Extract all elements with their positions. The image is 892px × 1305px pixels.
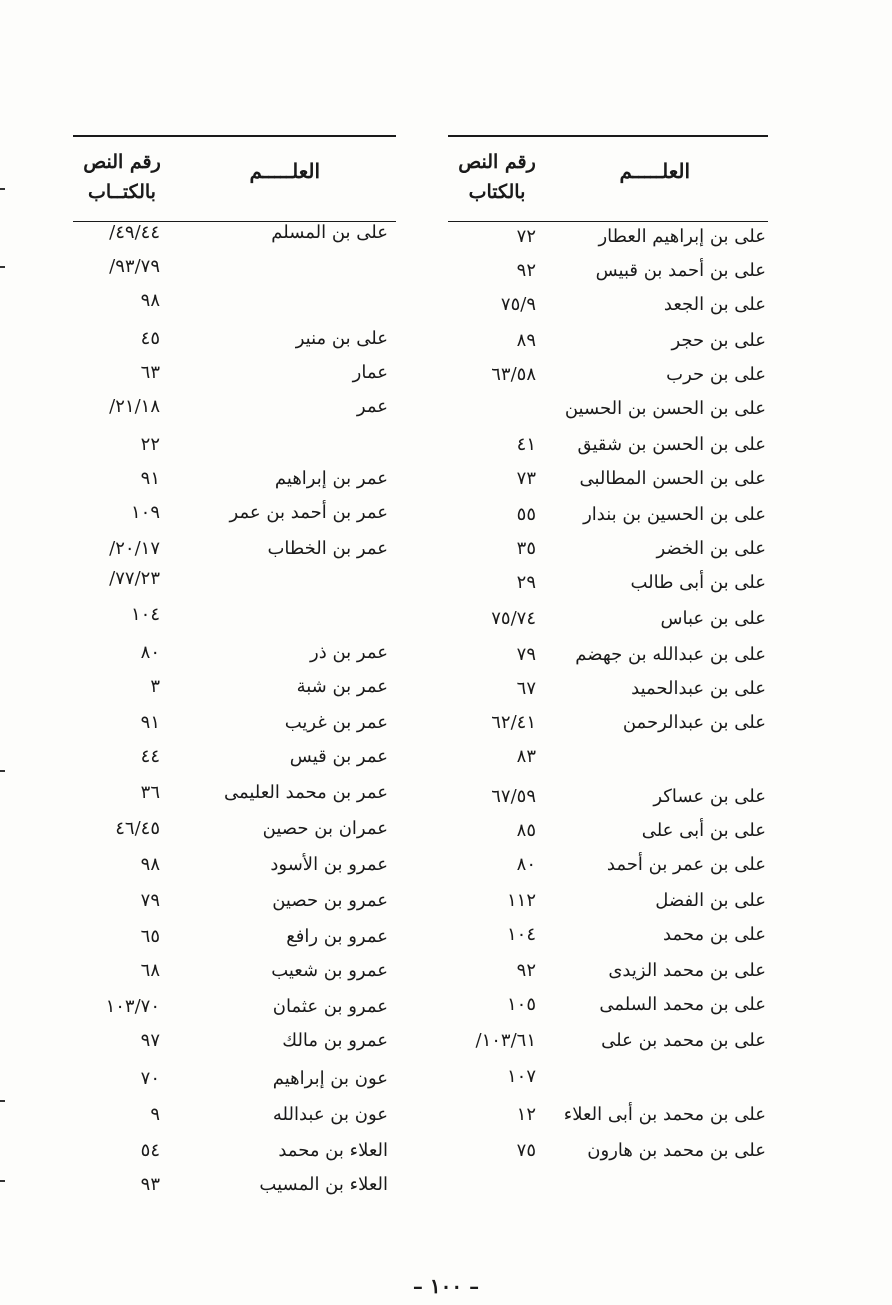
index-entry <box>448 960 768 994</box>
entry-text-number: ٤٥ <box>140 328 160 349</box>
entry-text-number: ١٠٤ <box>130 604 160 625</box>
index-entry <box>448 572 768 606</box>
entry-text-number: ٩ <box>150 1104 160 1125</box>
header-number-line2: بالكتــاب <box>88 181 156 203</box>
entry-text-number: ٨٥ <box>516 820 536 841</box>
entry-name: عمران بن حصين <box>262 818 388 839</box>
index-entry <box>73 746 396 780</box>
entry-name: عمر بن ذر <box>310 642 388 663</box>
entry-name: على بن أبى على <box>641 820 766 841</box>
index-entry <box>73 1140 396 1174</box>
entry-text-number: ٥٥ <box>516 504 536 525</box>
entry-name: عمر بن إبراهيم <box>274 468 388 489</box>
header-number-label <box>454 147 540 207</box>
entry-name: عون بن عبدالله <box>272 1104 388 1125</box>
margin-mark <box>0 266 5 268</box>
header-rule <box>448 221 768 222</box>
entry-text-number: ٧٥ <box>516 1140 536 1161</box>
entry-name: على بن الحسن المطالبى <box>579 468 766 489</box>
entry-text-number: ٩٢ <box>516 260 536 281</box>
index-entry <box>73 782 396 816</box>
index-entry <box>73 1174 396 1208</box>
entry-text-number: ٦٣ <box>140 362 160 383</box>
entry-text-number: ٧٥/٩ <box>500 294 536 315</box>
entry-text-number: ٩١ <box>140 468 160 489</box>
index-entry <box>448 1140 768 1174</box>
entry-name: على بن أبى طالب <box>630 572 766 593</box>
index-entry <box>448 1104 768 1138</box>
index-entry <box>448 608 768 642</box>
entry-name: عمر بن قيس <box>289 746 388 767</box>
entry-name: على بن الجعد <box>663 294 766 315</box>
entry-name: عمرو بن شعيب <box>271 960 388 981</box>
index-entry <box>448 854 768 888</box>
entry-text-number: ١٠٧ <box>506 1066 536 1087</box>
entry-text-number: ٩٨ <box>140 854 160 875</box>
entry-name: عمر بن شبة <box>296 676 388 697</box>
entry-name: على بن أحمد بن قبيس <box>595 260 766 281</box>
index-entry <box>448 468 768 502</box>
entry-text-number: ٦٣/٥٨ <box>491 364 536 385</box>
index-entry <box>73 568 396 602</box>
entry-name: عمرو بن الأسود <box>270 854 388 875</box>
entry-name: على بن حرب <box>666 364 766 385</box>
entry-name: على بن حجر <box>671 330 766 351</box>
entry-text-number: ٤٦/٤٥ <box>115 818 160 839</box>
entry-text-number: ١٠٥ <box>506 994 536 1015</box>
entry-text-number: ١٢ <box>516 1104 536 1125</box>
entry-name: على بن عباس <box>660 608 766 629</box>
entry-text-number: ٣٦ <box>140 782 160 803</box>
entry-name: على بن الحسن بن الحسين <box>564 398 766 419</box>
index-entry <box>73 502 396 536</box>
entry-name: على بن محمد السلمى <box>599 994 766 1015</box>
index-entry <box>73 222 396 256</box>
header-number-line1: رقم النص <box>458 151 536 173</box>
entry-name: عمرو بن مالك <box>282 1030 388 1051</box>
index-entry <box>448 398 768 432</box>
header-name-label: العلـــــم <box>249 159 320 183</box>
entry-text-number: ٤١ <box>516 434 536 455</box>
entry-name: على بن عبدالله بن جهضم <box>575 644 766 665</box>
entry-text-number: ٤٩/٤٤/ <box>109 222 160 243</box>
index-entry <box>73 604 396 638</box>
index-entry <box>73 396 396 430</box>
index-entry <box>448 712 768 746</box>
index-entry <box>448 678 768 712</box>
index-entry <box>73 328 396 362</box>
index-entry <box>73 468 396 502</box>
entry-name: عمر بن أحمد بن عمر <box>229 502 388 523</box>
entry-name: عمرو بن حصين <box>272 890 388 911</box>
entry-name: عمرو بن عثمان <box>272 996 388 1017</box>
entry-name: على بن عمر بن أحمد <box>606 854 766 875</box>
entry-text-number: ٢٢ <box>140 434 160 455</box>
entry-text-number: ٦٥ <box>140 926 160 947</box>
index-entry <box>73 256 396 290</box>
index-entry <box>73 362 396 396</box>
entry-text-number: ٩٢ <box>516 960 536 981</box>
index-entry <box>448 330 768 364</box>
index-entry <box>448 434 768 468</box>
index-entry <box>73 538 396 572</box>
index-entry <box>73 712 396 746</box>
entry-name: عمر بن الخطاب <box>267 538 388 559</box>
entry-name: على بن محمد بن أبى العلاء <box>563 1104 766 1125</box>
header-number-line2: بالكتاب <box>468 181 526 203</box>
entry-text-number: ٧٠ <box>140 1068 160 1089</box>
index-entry <box>448 226 768 260</box>
entry-text-number: ٨٣ <box>516 746 536 767</box>
entry-text-number: ١٠٣/٧٠ <box>105 996 160 1017</box>
entry-text-number: ٨٠ <box>516 854 536 875</box>
entry-text-number: ٦٨ <box>140 960 160 981</box>
margin-mark <box>0 188 5 190</box>
header-name-label: العلـــــم <box>619 159 690 183</box>
entry-name: على بن عساكر <box>653 786 766 807</box>
entry-name: على بن الحسين بن بندار <box>583 504 766 525</box>
entry-text-number: ٧٢ <box>516 226 536 247</box>
entry-text-number: ١٠٣/٦١/ <box>475 1030 536 1051</box>
entry-text-number: ١٠٩ <box>130 502 160 523</box>
entry-name: على بن عبدالحميد <box>631 678 766 699</box>
entry-text-number: ٢٩ <box>516 572 536 593</box>
index-entry <box>73 434 396 468</box>
margin-mark <box>0 1180 5 1182</box>
entry-name: عمار <box>352 362 388 383</box>
index-entry <box>73 642 396 676</box>
entry-text-number: ٦٢/٤١ <box>491 712 536 733</box>
entry-text-number: ١١٢ <box>506 890 536 911</box>
entry-name: العلاء بن محمد <box>278 1140 388 1161</box>
entry-text-number: ٩٧ <box>140 1030 160 1051</box>
entry-name: على بن الحسن بن شقيق <box>577 434 766 455</box>
entry-text-number: ٩٣/٧٩/ <box>109 256 160 277</box>
index-entry <box>73 996 396 1030</box>
entry-name: عمرو بن رافع <box>286 926 388 947</box>
entry-text-number: ٨٩ <box>516 330 536 351</box>
entry-name: على بن الفضل <box>655 890 766 911</box>
margin-mark <box>0 770 5 772</box>
entry-text-number: ٧٩ <box>516 644 536 665</box>
index-entry <box>73 960 396 994</box>
index-entry <box>448 1066 768 1100</box>
entry-text-number: ٧٧/٢٣/ <box>109 568 160 589</box>
entry-name: عون بن إبراهيم <box>272 1068 388 1089</box>
entry-text-number: ٥٤ <box>140 1140 160 1161</box>
index-entry <box>73 890 396 924</box>
entry-name: على بن الخضر <box>656 538 766 559</box>
index-column-left <box>73 135 396 1195</box>
entry-text-number: ٤٤ <box>140 746 160 767</box>
entry-name: على بن عبدالرحمن <box>622 712 766 733</box>
index-entry <box>448 1030 768 1064</box>
entry-name: على بن محمد الزيدى <box>608 960 766 981</box>
entry-text-number: ٢١/١٨/ <box>109 396 160 417</box>
entry-text-number: ٧٥/٧٤ <box>491 608 536 629</box>
index-entry <box>448 820 768 854</box>
header-number-label <box>79 147 165 207</box>
entry-text-number: ٢٠/١٧/ <box>109 538 160 559</box>
entry-name: على بن محمد بن على <box>601 1030 766 1051</box>
entry-text-number: ٩١ <box>140 712 160 733</box>
entry-text-number: ٩٨ <box>140 290 160 311</box>
entry-name: عمر بن محمد العليمى <box>223 782 388 803</box>
index-entry <box>73 290 396 324</box>
page-number: – ١٠٠ – <box>412 1274 480 1298</box>
index-entry <box>448 364 768 398</box>
index-entry <box>73 818 396 852</box>
entry-name: على بن محمد <box>663 924 766 945</box>
entry-name: على بن إبراهيم العطار <box>598 226 766 247</box>
entry-name: عمر <box>356 396 388 417</box>
index-entry <box>73 926 396 960</box>
entry-text-number: ١٠٤ <box>506 924 536 945</box>
index-entry <box>448 644 768 678</box>
entry-text-number: ٦٧ <box>516 678 536 699</box>
index-entry <box>73 854 396 888</box>
index-entry <box>73 1030 396 1064</box>
margin-mark <box>0 1100 5 1102</box>
entry-name: العلاء بن المسيب <box>259 1174 388 1195</box>
column-header <box>448 137 768 221</box>
index-entry <box>448 538 768 572</box>
entry-name: على بن محمد بن هارون <box>587 1140 766 1161</box>
index-entry <box>448 786 768 820</box>
entry-text-number: ٨٠ <box>140 642 160 663</box>
index-entry <box>448 260 768 294</box>
index-entry <box>448 994 768 1028</box>
index-entry <box>448 294 768 328</box>
entry-name: على بن المسلم <box>271 222 388 243</box>
index-entry <box>448 924 768 958</box>
header-number-line1: رقم النص <box>83 151 161 173</box>
index-column-right <box>448 135 768 1161</box>
index-entry <box>73 676 396 710</box>
index-entry <box>448 504 768 538</box>
entry-text-number: ٧٣ <box>516 468 536 489</box>
entry-text-number: ٣ <box>150 676 160 697</box>
index-entry <box>73 1104 396 1138</box>
entry-text-number: ٧٩ <box>140 890 160 911</box>
index-entry <box>448 890 768 924</box>
entry-name: عمر بن غريب <box>284 712 388 733</box>
entry-text-number: ٦٧/٥٩ <box>491 786 536 807</box>
index-entry <box>73 1068 396 1102</box>
entry-name: على بن منير <box>295 328 388 349</box>
index-entry <box>448 746 768 780</box>
column-header <box>73 137 396 221</box>
entry-text-number: ٣٥ <box>516 538 536 559</box>
entry-text-number: ٩٣ <box>140 1174 160 1195</box>
